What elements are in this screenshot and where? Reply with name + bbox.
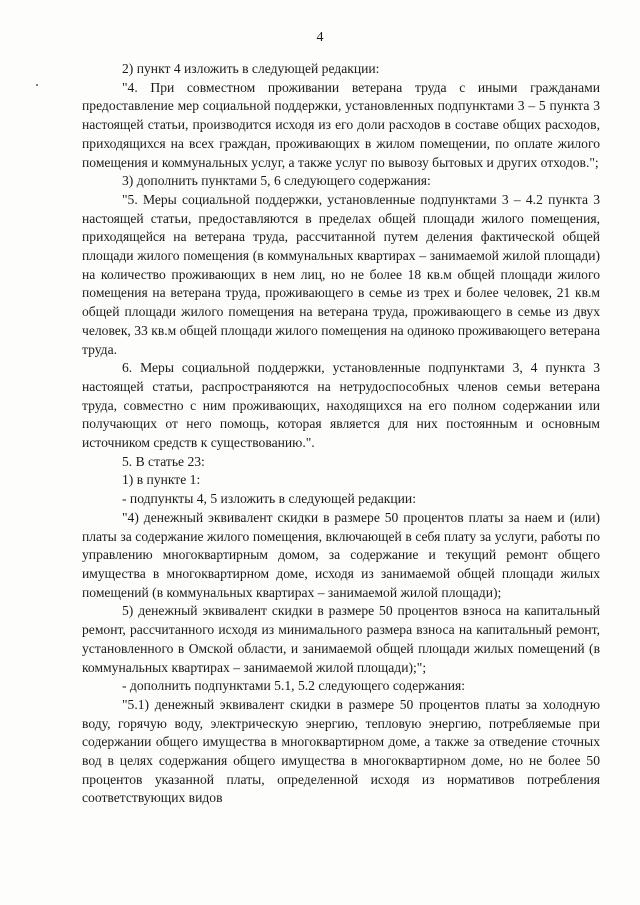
paragraph-item-3: 3) дополнить пунктами 5, 6 следующего содержания: (122, 173, 431, 189)
paragraph-point-6-text: 6. Меры социальной поддержки, установленные подпунктами 3, 4 пункта 3 настоящей статьи, распространяются на нетрудоспособных членов семьи ветерана труда, совместно с ним проживающих, находящихся на его полном содержании или получающих от него помощь, которая является для них постоянным и основным источником средств к существованию.". (82, 360, 600, 451)
paragraph-in-point-1: 1) в пункте 1: (122, 472, 201, 488)
paragraph-subpoints-4-5: - подпункты 4, 5 изложить в следующей редакции: (122, 491, 416, 507)
page-number: 4 (316, 30, 324, 45)
paragraph-subpoint-5-1-text: "5.1) денежный эквивалент скидки в размере 50 процентов платы за холодную воду, горячую воду, электрическую энергию, тепловую энергию, потребляемые при содержании общего имущества в многоквартирном доме, а также за отведение сточных вод в целях содержания общего имущества в многоквартирном доме, но не более 50 процентов указанной платы, определенной исходя из нормативов потребления соответствующих видов (82, 696, 600, 806)
paragraph-subpoint-4-text: "4) денежный эквивалент скидки в размере 50 процентов платы за наем и (или) платы за содержание жилого помещения, включающей в себя плату за услуги, работы по управлению многоквартирным домом, за содержание и текущий ремонт общего имущества в многоквартирном доме, исходя из занимаемой общей площади жилых помещений (в коммунальных квартирах – занимаемой жилой площади); (82, 509, 600, 600)
paragraph-point-4-text: "4. При совместном проживании ветерана труда с иными гражданами предоставление мер социальной поддержки, установленных подпунктами 3 – 5 пункта 3 настоящей статьи, производится исходя из его доли расходов в составе общих расходов, приходящихся на всех граждан, проживающих в жилом помещении, по оплате жилого помещения и коммунальных услуг, а также услуг по вывозу бытовых и других отходов."; (82, 79, 600, 170)
paragraph-item-2: 2) пункт 4 изложить в следующей редакции: (122, 61, 380, 76)
paragraph-point-5-text: "5. Меры социальной поддержки, установленные подпунктами 3 – 4.2 пункта 3 настоящей статьи, предоставляются в пределах общей площади жилого помещения, приходящейся на ветерана труда, рассчитанной путем деления фактической общей площади жилого помещения (в коммунальных квартирах – занимаемой жилой площади) на количество проживающих в нем лиц, но не более 18 кв.м общей площади жилого помещения на ветерана труда, проживающего в семье из трех и более человек, 21 кв.м общей площади жилого помещения на ветерана труда, проживающего в семье из двух человек, 33 кв.м общей площади жилого помещения на одиноко проживающего ветерана труда. (82, 191, 600, 357)
document-body (82, 60, 600, 808)
paragraph-add-subpoints: - дополнить подпунктами 5.1, 5.2 следующего содержания: (122, 678, 466, 694)
scan-speck (36, 84, 38, 86)
paragraph-article-23: 5. В статье 23: (122, 453, 205, 469)
paragraph-subpoint-5-text: 5) денежный эквивалент скидки в размере 50 процентов взноса на капитальный ремонт, рассчитанного исходя из минимального размера взноса на капитальный ремонт, установленного в Омской области, и занимаемой общей площади жилых помещений (в коммунальных квартирах – занимаемой жилой площади);"; (82, 603, 600, 675)
